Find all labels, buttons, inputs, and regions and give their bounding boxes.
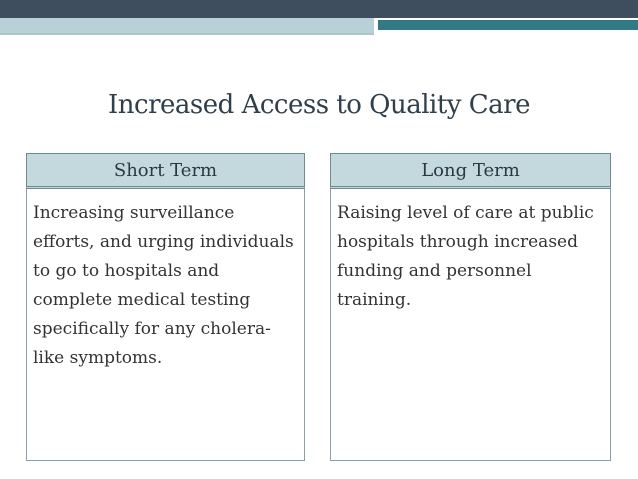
top-banner-light-teal: [0, 18, 374, 33]
top-banner-teal-accent: [378, 20, 638, 30]
top-banner-dark: [0, 0, 638, 18]
long-term-heading: Long Term: [330, 153, 611, 189]
short-term-body: Increasing surveillance efforts, and urging individuals to go to hospitals and complete medical testing specifically for any cholera-like symptoms.: [26, 189, 305, 461]
top-banner-rule: [0, 33, 374, 35]
slide-title: Increased Access to Quality Care: [108, 90, 530, 120]
short-term-heading: Short Term: [26, 153, 305, 189]
short-term-column: [26, 153, 305, 461]
long-term-body: Raising level of care at public hospitals through increased funding and personnel training.: [330, 189, 611, 461]
long-term-column: [330, 153, 611, 461]
